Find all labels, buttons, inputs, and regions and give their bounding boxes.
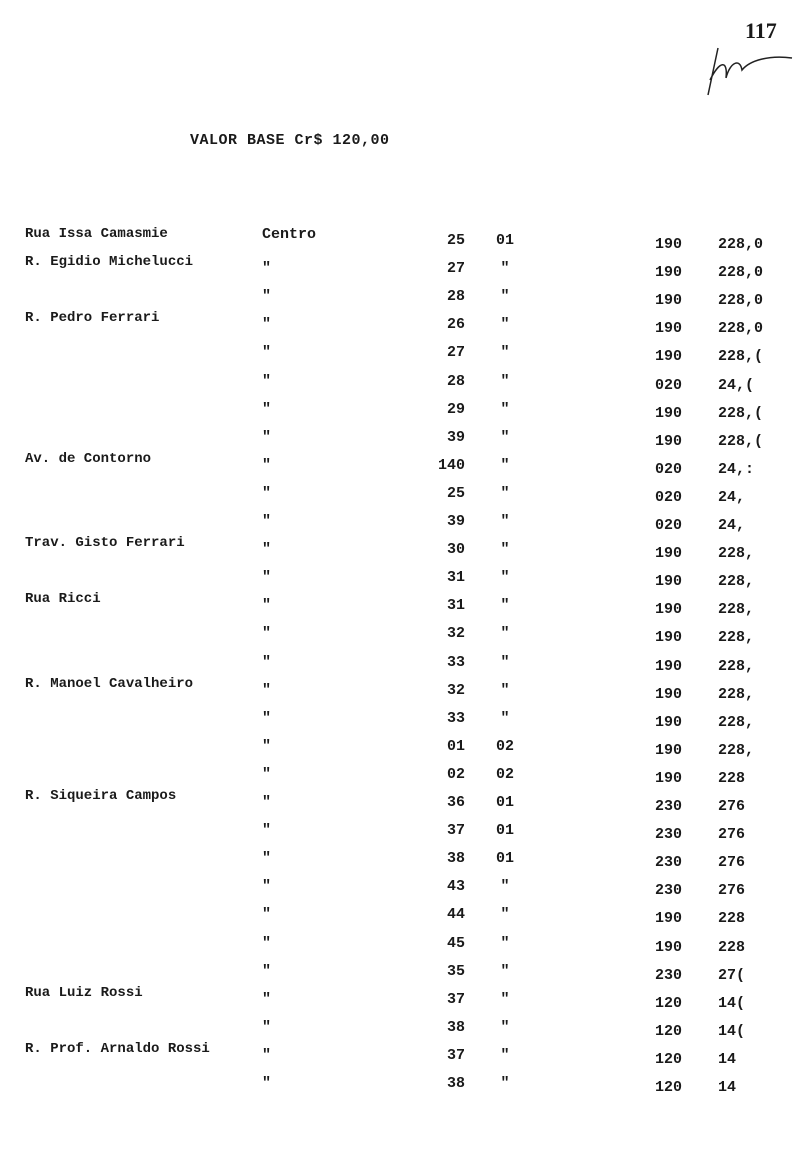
district: " — [262, 484, 272, 502]
lot-number: 37 — [446, 1046, 465, 1064]
value: 230 — [654, 798, 682, 815]
lot-number: 30 — [446, 541, 465, 559]
sub-number: " — [500, 906, 510, 924]
total: 228, — [718, 685, 755, 703]
sub-number: " — [500, 316, 510, 334]
street-name: R. Pedro Ferrari — [25, 310, 160, 327]
lot-number: 27 — [446, 344, 465, 362]
value: 190 — [654, 910, 682, 928]
district: " — [262, 372, 272, 390]
district: " — [262, 513, 272, 530]
sub-number: 01 — [495, 850, 514, 868]
lot-number: 43 — [446, 878, 465, 896]
value: 190 — [654, 348, 682, 366]
street-name: Rua Luiz Rossi — [25, 984, 143, 1001]
lot-number: 38 — [446, 1075, 465, 1092]
total: 14 — [718, 1050, 737, 1068]
lot-number: 35 — [446, 962, 465, 980]
sub-number: " — [500, 569, 510, 587]
total: 228,( — [718, 432, 764, 450]
street-name: Rua Ricci — [25, 591, 101, 608]
sub-number: " — [500, 484, 510, 502]
street-name: R. Manoel Cavalheiro — [25, 675, 194, 692]
lot-number: 140 — [437, 456, 465, 474]
total: 14 — [718, 1079, 737, 1096]
sub-number: " — [500, 681, 510, 699]
total: 228,0 — [718, 264, 764, 282]
sub-number: " — [500, 456, 510, 474]
total: 24, — [718, 488, 746, 506]
value: 190 — [654, 657, 682, 675]
sub-number: 01 — [495, 822, 514, 840]
value: 120 — [654, 1050, 682, 1068]
district: " — [262, 1046, 272, 1064]
lot-number: 37 — [446, 822, 465, 840]
district: " — [262, 850, 272, 868]
sub-number: " — [500, 372, 510, 390]
value: 230 — [654, 966, 682, 984]
total: 228, — [718, 629, 755, 647]
sub-number: " — [500, 288, 510, 306]
lot-number: 33 — [446, 653, 465, 671]
total: 27( — [718, 966, 746, 984]
total: 228, — [718, 601, 755, 619]
sub-number: " — [500, 513, 510, 530]
value: 120 — [654, 994, 682, 1012]
district: " — [262, 653, 272, 671]
total: 228 — [718, 769, 746, 787]
value: 190 — [654, 629, 682, 647]
district: Centro — [262, 226, 317, 243]
value: 190 — [654, 938, 682, 956]
total: 228 — [718, 938, 746, 956]
street-name: R. Egidio Michelucci — [25, 254, 194, 271]
total: 228, — [718, 545, 755, 563]
lot-number: 39 — [446, 428, 465, 446]
sub-number: " — [500, 990, 510, 1008]
total: 228,0 — [718, 292, 764, 310]
lot-number: 38 — [446, 1018, 465, 1036]
sub-number: " — [500, 709, 510, 727]
value: 230 — [654, 882, 682, 900]
value: 190 — [654, 404, 682, 422]
total: 228, — [718, 713, 755, 731]
value: 190 — [654, 741, 682, 759]
district: " — [262, 597, 272, 615]
sub-number: " — [500, 1018, 510, 1036]
total: 228,( — [718, 348, 764, 366]
sub-number: " — [500, 653, 510, 671]
total: 24,: — [718, 460, 755, 478]
lot-number: 29 — [446, 400, 465, 418]
value: 190 — [654, 713, 682, 731]
value: 190 — [654, 601, 682, 619]
sub-number: 02 — [495, 737, 514, 755]
total: 14( — [718, 994, 746, 1012]
value: 020 — [654, 517, 682, 534]
lot-number: 31 — [446, 569, 465, 587]
sub-number: " — [500, 934, 510, 952]
district: " — [262, 878, 272, 896]
value: 020 — [654, 460, 682, 478]
value: 020 — [654, 488, 682, 506]
total: 24,( — [718, 376, 755, 394]
sub-number: " — [500, 428, 510, 446]
sub-number: 01 — [495, 794, 514, 811]
lot-number: 39 — [446, 513, 465, 530]
lot-number: 25 — [446, 484, 465, 502]
value: 190 — [654, 545, 682, 563]
district: " — [262, 625, 272, 643]
district: " — [262, 428, 272, 446]
lot-number: 32 — [446, 625, 465, 643]
district: " — [262, 962, 272, 980]
street-name: Rua Issa Camasmie — [25, 226, 168, 242]
sub-number: " — [500, 344, 510, 362]
sub-number: " — [500, 597, 510, 615]
district: " — [262, 709, 272, 727]
district: " — [262, 681, 272, 699]
lot-number: 31 — [446, 597, 465, 615]
value: 190 — [654, 264, 682, 282]
lot-number: 33 — [446, 709, 465, 727]
district: " — [262, 765, 272, 783]
total: 228,0 — [718, 236, 764, 253]
total: 14( — [718, 1022, 746, 1040]
total: 228,0 — [718, 320, 764, 338]
district: " — [262, 794, 272, 811]
sub-number: 01 — [495, 232, 514, 249]
total: 24, — [718, 517, 746, 534]
district: " — [262, 934, 272, 952]
sub-number: " — [500, 1075, 510, 1092]
district: " — [262, 822, 272, 840]
total: 228, — [718, 741, 755, 759]
lot-number: 28 — [446, 372, 465, 390]
lot-number: 01 — [446, 737, 465, 755]
total: 228 — [718, 910, 746, 928]
value: 190 — [654, 236, 682, 253]
total: 228,( — [718, 404, 764, 422]
signature-initials — [700, 40, 795, 100]
value: 230 — [654, 854, 682, 872]
value: 230 — [654, 826, 682, 844]
sub-number: " — [500, 878, 510, 896]
lot-number: 36 — [446, 794, 465, 811]
district: " — [262, 456, 272, 474]
district: " — [262, 906, 272, 924]
lot-number: 26 — [446, 316, 465, 334]
lot-number: 38 — [446, 850, 465, 868]
district: " — [262, 1018, 272, 1036]
sub-number: 02 — [495, 765, 514, 783]
sub-number: " — [500, 1046, 510, 1064]
value: 190 — [654, 432, 682, 450]
street-name: Av. de Contorno — [25, 450, 152, 467]
district: " — [262, 260, 272, 278]
street-name: R. Siqueira Campos — [25, 788, 177, 804]
district: " — [262, 737, 272, 755]
value: 190 — [654, 292, 682, 310]
district: " — [262, 569, 272, 587]
sub-number: " — [500, 400, 510, 418]
street-name: R. Prof. Arnaldo Rossi — [25, 1040, 210, 1057]
value: 020 — [654, 376, 682, 394]
lot-number: 25 — [446, 232, 465, 249]
sub-number: " — [500, 625, 510, 643]
total: 228, — [718, 573, 755, 591]
value: 190 — [654, 685, 682, 703]
value: 190 — [654, 769, 682, 787]
document-title: VALOR BASE Cr$ 120,00 — [190, 132, 390, 149]
total: 228, — [718, 657, 755, 675]
total: 276 — [718, 798, 746, 815]
lot-number: 44 — [446, 906, 465, 924]
district: " — [262, 400, 272, 418]
value: 120 — [654, 1079, 682, 1096]
sub-number: " — [500, 541, 510, 559]
lot-number: 02 — [446, 765, 465, 783]
district: " — [262, 344, 272, 362]
district: " — [262, 990, 272, 1008]
page-number: 117 — [745, 18, 777, 43]
lot-number: 37 — [446, 990, 465, 1008]
total: 276 — [718, 882, 746, 900]
lot-number: 45 — [446, 934, 465, 952]
district: " — [262, 316, 272, 334]
value: 190 — [654, 573, 682, 591]
district: " — [262, 288, 272, 306]
value: 190 — [654, 320, 682, 338]
district: " — [262, 541, 272, 559]
lot-number: 32 — [446, 681, 465, 699]
sub-number: " — [500, 260, 510, 278]
total: 276 — [718, 826, 746, 844]
street-name: Trav. Gisto Ferrari — [25, 535, 185, 552]
value: 120 — [654, 1022, 682, 1040]
lot-number: 28 — [446, 288, 465, 306]
total: 276 — [718, 854, 746, 872]
lot-number: 27 — [446, 260, 465, 278]
sub-number: " — [500, 962, 510, 980]
district: " — [262, 1075, 272, 1092]
